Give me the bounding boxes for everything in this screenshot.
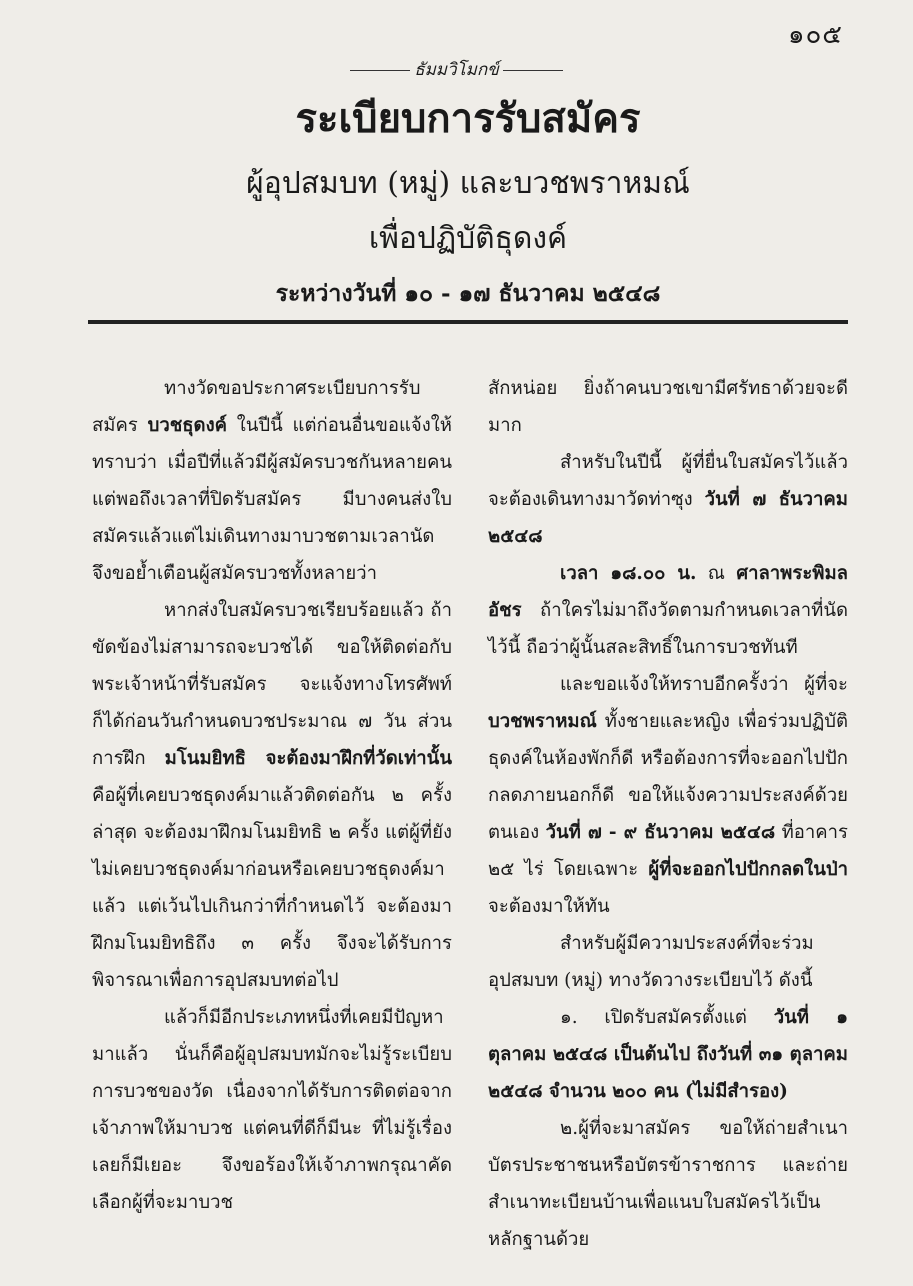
page-number: ๑๐๕ [787, 20, 843, 50]
divider-rule [88, 320, 848, 324]
left-column [92, 370, 452, 1221]
paragraph-cancellation [92, 592, 452, 999]
text: ทั้งชายและหญิง เพื่อร่วมปฏิบัติธุดงค์ในห้องพักก็ดี หรือต้องการที่จะออกไปปักกลดภายนอกก็ดี ขอให้แจ้งความประสงค์ด้วยตนเอง [488, 711, 848, 843]
text: ในปีนี้ แต่ก่อนอื่นขอแจ้งให้ทราบว่า เมื่อปีที่แล้วมีผู้สมัครบวชกันหลายคน แต่พอถึงเวลาที่ปิดรับสมัคร มีบางคนส่งใบสมัครแล้วแต่ไม่เดินทางมาบวชตามเวลานัด จึงขอย้ำเตือนผู้สมัครบวชทั้งหลายว่า [92, 415, 452, 584]
bold-text: วันที่ ๑ ตุลาคม ๒๕๔๘ เป็นต้นไป ถึงวันที่ ๓๑ ตุลาคม ๒๕๔๘ จำนวน ๒๐๐ คน (ไม่มีสำรอง) [488, 1007, 848, 1102]
paragraph-arrival [488, 444, 848, 555]
paragraph-rules-intro [488, 925, 848, 999]
text: ณ [696, 563, 737, 584]
text: จะต้องมาให้ทัน [488, 896, 610, 917]
main-title: ระเบียบการรับสมัคร [295, 95, 641, 142]
bold-text: มโนมยิทธิ จะต้องมาฝึกที่วัดเท่านั้น [164, 748, 452, 769]
text: ถ้าใครไม่มาถึงวัดตามกำหนดเวลาที่นัดไว้นี้ ถือว่าผู้นั้นสละสิทธิ์ในการบวชทันที [488, 600, 848, 658]
paragraph-continuation [488, 370, 848, 444]
running-head [0, 56, 913, 83]
text: ที่อาคาร ๒๕ ไร่ โดยเฉพาะ [488, 822, 848, 880]
paragraph-brahmin [488, 666, 848, 925]
bold-text: ศาลาพระพิมลอัชร [488, 563, 848, 621]
rule-item-2 [488, 1110, 848, 1258]
bold-text: บวชพราหมณ์ [488, 711, 597, 732]
title-block [88, 82, 848, 312]
date-range: ระหว่างวันที่ ๑๐ - ๑๗ ธันวาคม ๒๕๔๘ [275, 280, 661, 307]
text: แล้วก็มีอีกประเภทหนึ่งที่เคยมีปัญหามาแล้ว นั่นก็คือผู้อุปสมบทมักจะไม่รู้ระเบียบการบวชของวัด เนื่องจากได้รับการติดต่อจากเจ้าภาพให้มาบวช แต่คนที่ดีก็มีนะ ที่ไม่รู้เรื่องเลยก็มีเยอะ จึงขอร้องให้เจ้าภาพกรุณาคัดเลือกผู้ที่จะมาบวช [92, 1007, 452, 1213]
text: สำหรับผู้มีความประสงค์ที่จะร่วมอุปสมบท (หมู่) ทางวัดวางระเบียบไว้ ดังนี้ [488, 933, 814, 991]
bold-text: บวชธุดงค์ [147, 415, 227, 436]
text: ทางวัดขอประกาศระเบียบการรับสมัคร [92, 378, 421, 436]
text: ๑. เปิดรับสมัครตั้งแต่ [560, 1007, 774, 1028]
paragraph-announcement [92, 370, 452, 592]
subtitle-dhutanga: เพื่อปฏิบัติธุดงค์ [368, 221, 568, 256]
text: สำหรับในปีนี้ ผู้ที่ยื่นใบสมัครไว้แล้ว จะต้องเดินทางมาวัดท่าซุง [488, 452, 848, 510]
right-column [488, 370, 848, 1258]
text: และขอแจ้งให้ทราบอีกครั้งว่า ผู้ที่จะ [560, 674, 848, 695]
paragraph-time-place [488, 555, 848, 666]
text: ๒.ผู้ที่จะมาสมัคร ขอให้ถ่ายสำเนาบัตรประชาชนหรือบัตรข้าราชการ และถ่ายสำเนาทะเบียนบ้านเพื่อแนบใบสมัครไว้เป็นหลักฐานด้วย [488, 1118, 848, 1250]
subtitle-ordination: ผู้อุปสมบท (หมู่) และบวชพราหมณ์ [246, 166, 690, 201]
text: หากส่งใบสมัครบวชเรียบร้อยแล้ว ถ้าขัดข้องไม่สามารถจะบวชได้ ขอให้ติดต่อกับพระเจ้าหน้าที่รับสมัคร จะแจ้งทางโทรศัพท์ก็ได้ก่อนวันกำหนดบวชประมาณ ๗ วัน ส่วนการฝึก [92, 600, 452, 769]
rule-item-1 [488, 999, 848, 1110]
text: คือผู้ที่เคยบวชธุดงค์มาแล้วติดต่อกัน ๒ ครั้งล่าสุด จะต้องมาฝึกมโนมยิทธิ ๒ ครั้ง แต่ผู้ที่ยังไม่เคยบวชธุดงค์มาก่อนหรือเคยบวชธุดงค์มาแล้ว แต่เว้นไปเกินกว่าที่กำหนดไว้ จะต้องมาฝึกมโนมยิทธิถึง ๓ ครั้ง จึงจะได้รับการพิจารณาเพื่อการอุปสมบทต่อไป [92, 785, 452, 991]
bold-text: วันที่ ๗ - ๙ ธันวาคม ๒๕๔๘ [545, 822, 776, 843]
bold-text: เวลา ๑๘.๐๐ น. [560, 563, 697, 584]
text: สักหน่อย ยิ่งถ้าคนบวชเขามีศรัทธาด้วยจะดีมาก [488, 378, 848, 436]
bold-text: ผู้ที่จะออกไปปักกลดในป่า [648, 859, 848, 880]
bold-text: วันที่ ๗ ธันวาคม ๒๕๔๘ [488, 489, 849, 547]
running-head-text: ธัมมวิโมกข์ [414, 60, 499, 80]
paragraph-sponsor [92, 999, 452, 1221]
